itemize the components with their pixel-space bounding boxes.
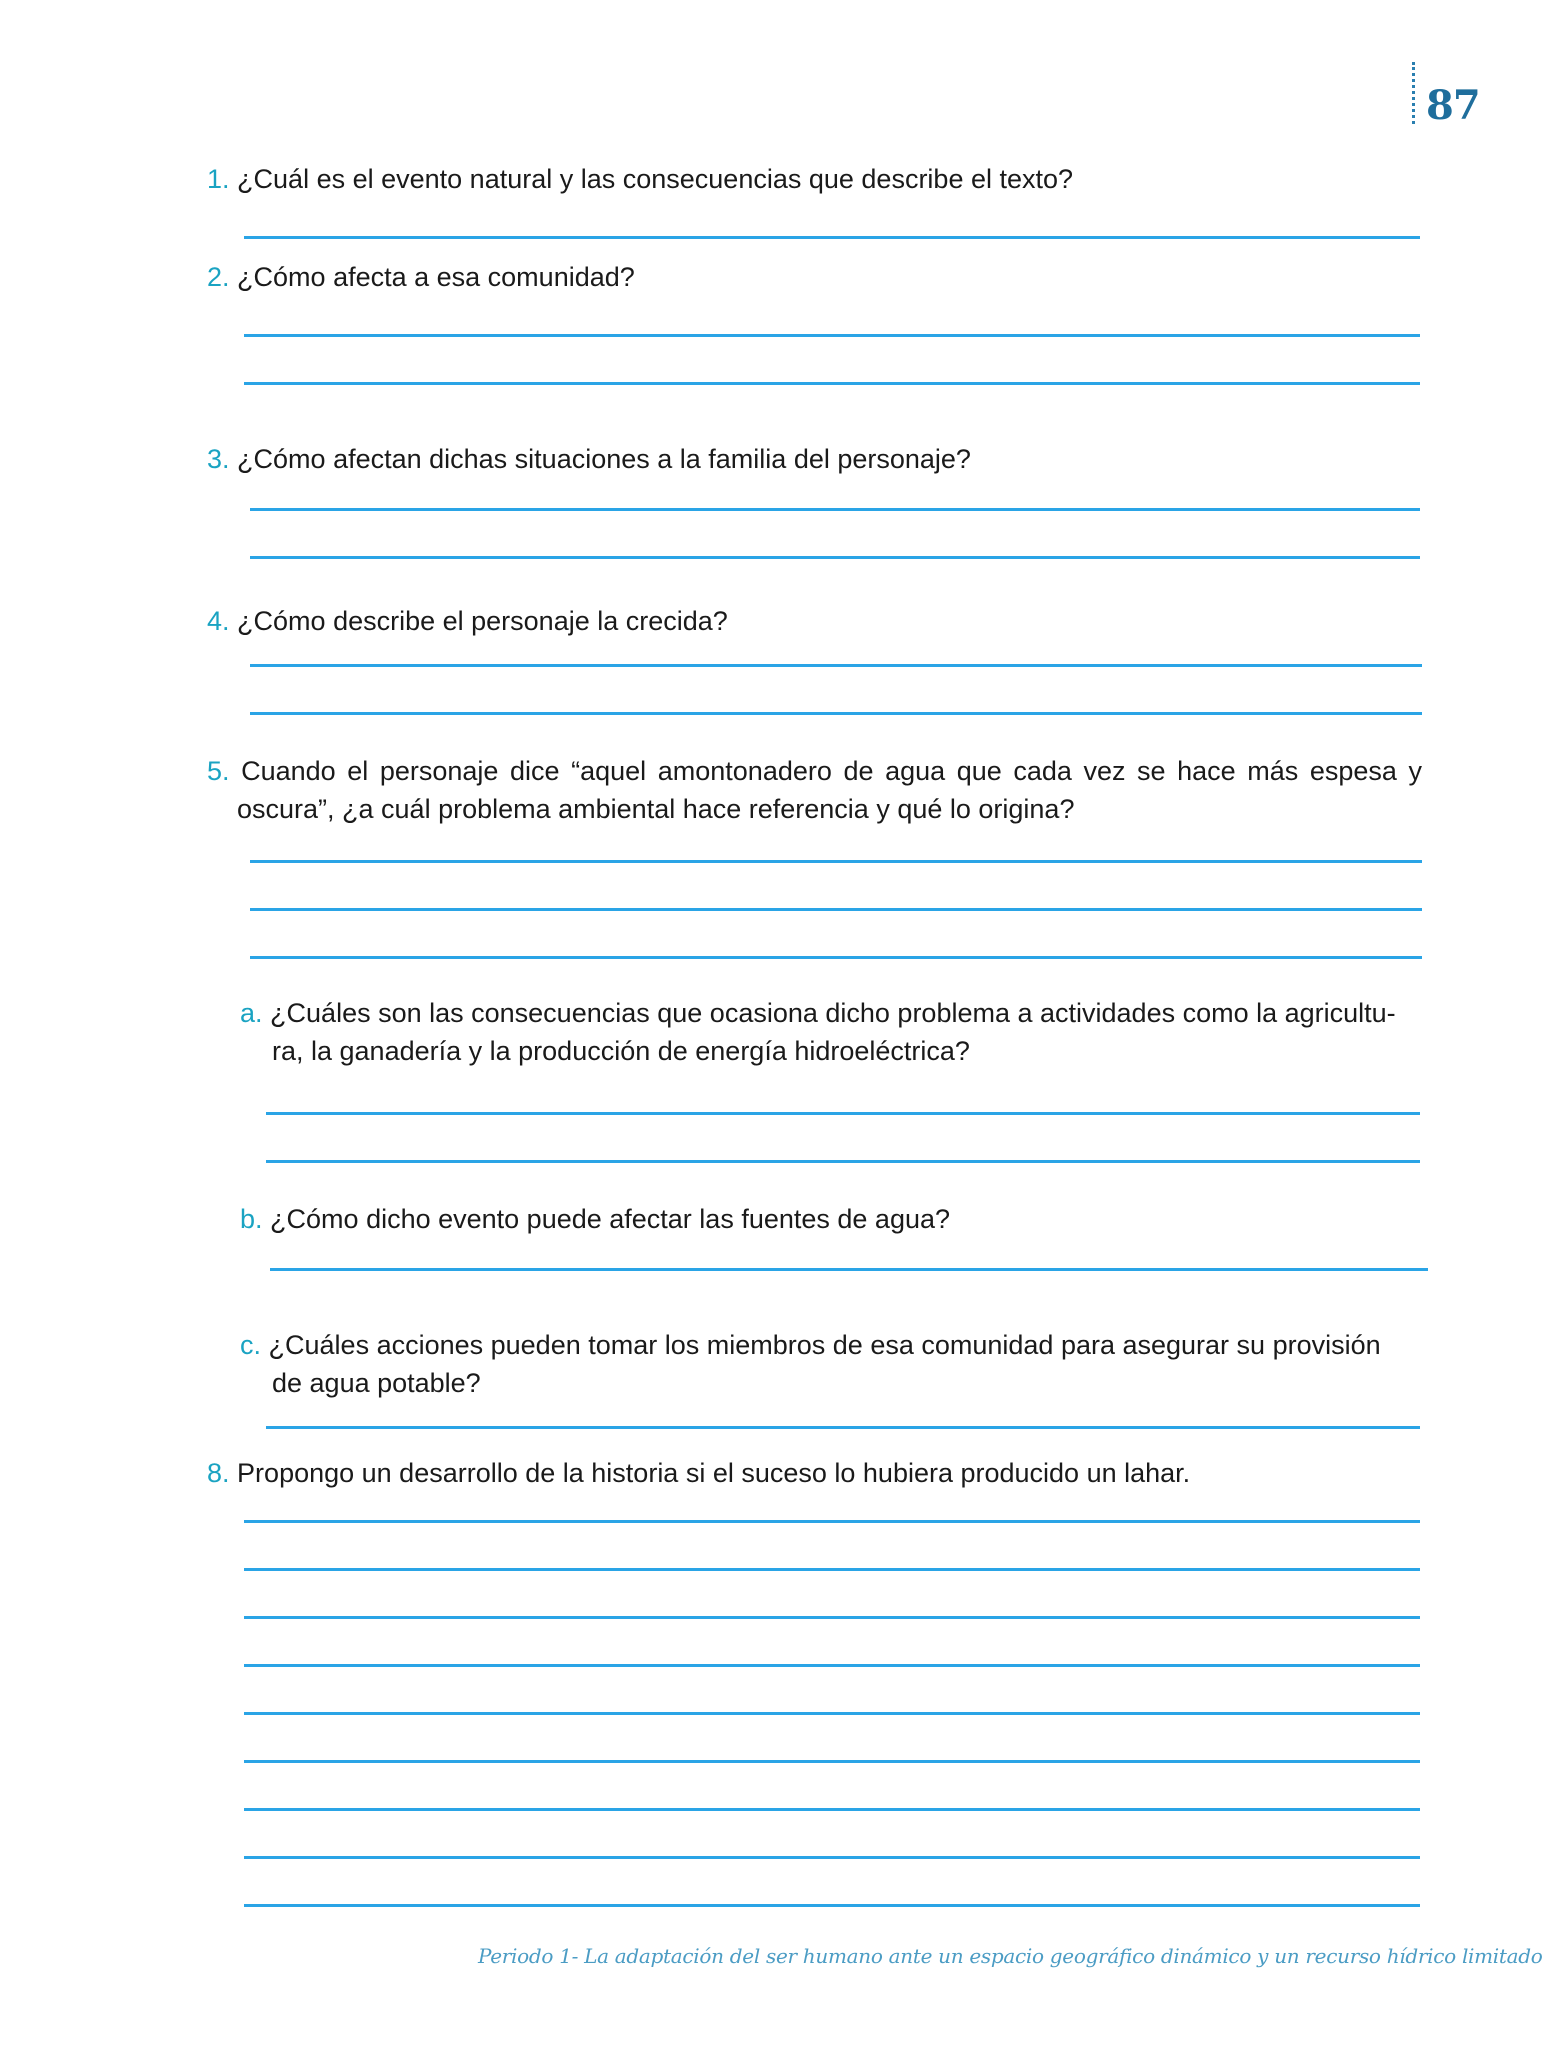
question-number: 1. (207, 164, 230, 194)
question-text-line-2: de agua potable? (272, 1368, 481, 1398)
question-text: Propongo un desarrollo de la historia si el suceso lo hubiera producido un lahar. (237, 1458, 1191, 1488)
answer-line[interactable] (244, 382, 1420, 385)
answer-line[interactable] (244, 1712, 1420, 1715)
answer-line[interactable] (266, 1112, 1420, 1115)
answer-line[interactable] (244, 1520, 1420, 1523)
answer-line[interactable] (244, 1760, 1420, 1763)
question-text-line-1: ¿Cuáles acciones pueden tomar los miembros de esa comunidad para asegurar su provisión (268, 1330, 1381, 1360)
question-letter: b. (240, 1204, 263, 1234)
answer-line[interactable] (244, 1856, 1420, 1859)
question-4 (207, 602, 728, 640)
question-text: ¿Cómo dicho evento puede afectar las fuentes de agua? (270, 1204, 951, 1234)
question-text: ¿Cuál es el evento natural y las consecuencias que describe el texto? (237, 164, 1074, 194)
question-number: 4. (207, 606, 230, 636)
answer-line[interactable] (266, 1426, 1420, 1429)
question-2 (207, 258, 635, 296)
question-3 (207, 440, 971, 478)
question-5 (207, 752, 1422, 828)
question-5c (240, 1326, 1420, 1402)
answer-line[interactable] (250, 664, 1422, 667)
answer-line[interactable] (250, 956, 1422, 959)
answer-line[interactable] (244, 1808, 1420, 1811)
page-footer: Periodo 1- La adaptación del ser humano ante un espacio geográfico dinámico y un recurso hídrico limitado (478, 1944, 1543, 1968)
dotted-divider (1412, 62, 1415, 124)
question-text-line-2: oscura”, ¿a cuál problema ambiental hace referencia y qué lo origina? (237, 794, 1075, 824)
answer-line[interactable] (244, 1664, 1420, 1667)
answer-line[interactable] (250, 556, 1420, 559)
answer-line[interactable] (270, 1268, 1428, 1271)
answer-line[interactable] (250, 908, 1422, 911)
answer-line[interactable] (266, 1160, 1420, 1163)
question-number: 5. (207, 756, 230, 786)
question-number: 3. (207, 444, 230, 474)
question-8 (207, 1454, 1190, 1492)
question-text: ¿Cómo afectan dichas situaciones a la familia del personaje? (237, 444, 971, 474)
answer-line[interactable] (250, 508, 1420, 511)
question-text: ¿Cómo afecta a esa comunidad? (237, 262, 635, 292)
question-number: 2. (207, 262, 230, 292)
question-5b (240, 1200, 950, 1238)
answer-line[interactable] (244, 1904, 1420, 1907)
answer-line[interactable] (244, 1616, 1420, 1619)
question-letter: c. (240, 1330, 262, 1360)
question-letter: a. (240, 998, 263, 1028)
question-1 (207, 160, 1073, 198)
question-text: ¿Cómo describe el personaje la crecida? (237, 606, 728, 636)
question-5a (240, 994, 1420, 1070)
question-text-line-1: Cuando el personaje dice “aquel amontonadero de agua que cada vez se hace más espesa y (241, 756, 1422, 786)
answer-line[interactable] (244, 334, 1420, 337)
question-text-line-2: ra, la ganadería y la producción de energía hidroeléctrica? (272, 1036, 970, 1066)
answer-line[interactable] (244, 236, 1420, 239)
question-text-line-1: ¿Cuáles son las consecuencias que ocasiona dicho problema a actividades como la agricultu- (270, 998, 1396, 1028)
page-number: 87 (1426, 82, 1480, 129)
answer-line[interactable] (244, 1568, 1420, 1571)
question-number: 8. (207, 1458, 230, 1488)
answer-line[interactable] (250, 712, 1422, 715)
answer-line[interactable] (250, 860, 1422, 863)
